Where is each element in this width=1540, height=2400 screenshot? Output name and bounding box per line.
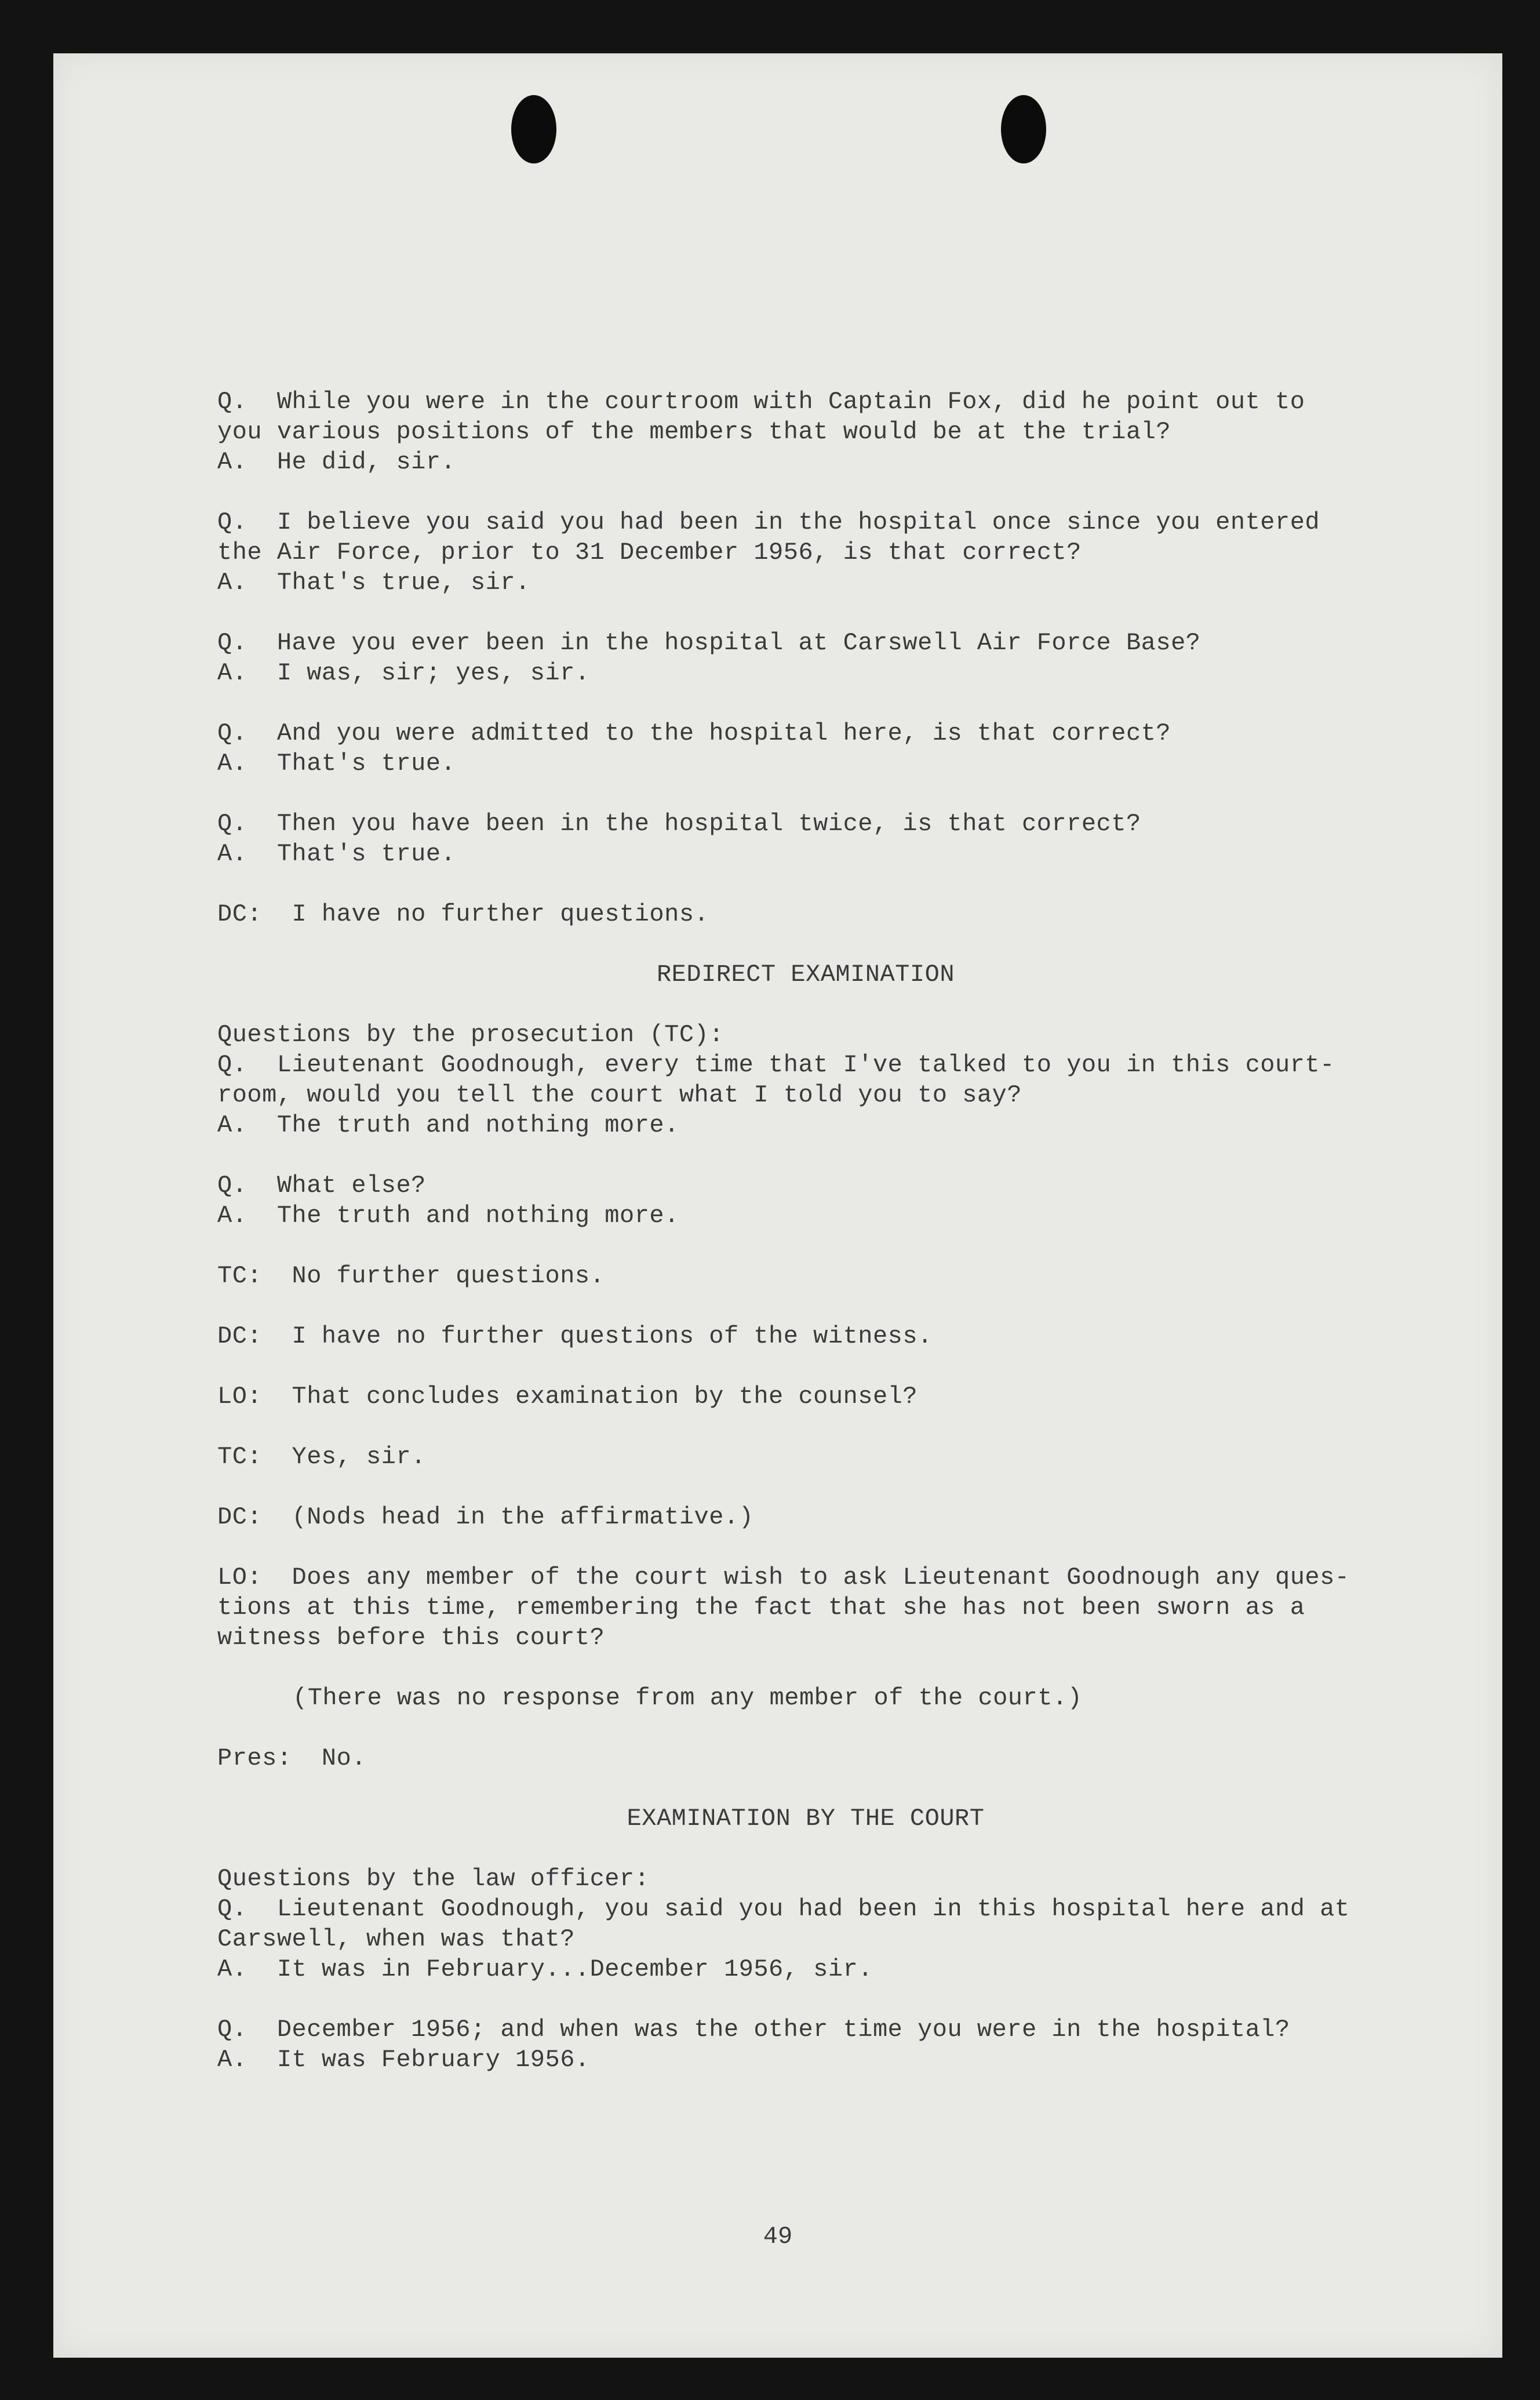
text-line: A. He did, sir. bbox=[217, 448, 456, 476]
punch-hole-right bbox=[1001, 95, 1046, 163]
text-line: Carswell, when was that? bbox=[217, 1925, 575, 1953]
document-page bbox=[53, 53, 1502, 2358]
text-line: Q. December 1956; and when was the other time you were in the hospital? bbox=[217, 2016, 1290, 2043]
text-line: LO: That concludes examination by the counsel? bbox=[217, 1383, 918, 1410]
text-line: the Air Force, prior to 31 December 1956, is that correct? bbox=[217, 539, 1082, 566]
text-line: A. That's true, sir. bbox=[217, 569, 530, 597]
text-line: Q. And you were admitted to the hospital here, is that correct? bbox=[217, 719, 1171, 747]
text-line: tions at this time, remembering the fact that she has not been sworn as a bbox=[217, 1594, 1305, 1621]
text-line: room, would you tell the court what I told you to say? bbox=[217, 1081, 1022, 1109]
text-line: DC: I have no further questions of the witness. bbox=[217, 1322, 933, 1350]
text-line: LO: Does any member of the court wish to ask Lieutenant Goodnough any ques- bbox=[217, 1563, 1350, 1591]
text-line: TC: Yes, sir. bbox=[217, 1443, 426, 1471]
text-line: A. That's true. bbox=[217, 750, 456, 777]
text-line: you various positions of the members that would be at the trial? bbox=[217, 418, 1171, 446]
page-number: 49 bbox=[763, 2223, 793, 2250]
text-line: witness before this court? bbox=[217, 1624, 605, 1652]
text-line: DC: (Nods head in the affirmative.) bbox=[217, 1503, 754, 1531]
text-line: Questions by the law officer: bbox=[217, 1865, 650, 1893]
section-heading-redirect: REDIRECT EXAMINATION bbox=[656, 961, 955, 988]
text-line: A. That's true. bbox=[217, 840, 456, 868]
text-line: DC: I have no further questions. bbox=[217, 900, 709, 928]
section-heading-court: EXAMINATION BY THE COURT bbox=[627, 1805, 985, 1832]
text-line: A. I was, sir; yes, sir. bbox=[217, 659, 590, 687]
transcript-body bbox=[217, 387, 1394, 2075]
text-line: Q. Then you have been in the hospital twice, is that correct? bbox=[217, 810, 1141, 838]
text-line: A. The truth and nothing more. bbox=[217, 1202, 679, 1230]
text-line-indented: (There was no response from any member of the court.) bbox=[293, 1684, 1083, 1712]
text-line: Questions by the prosecution (TC): bbox=[217, 1021, 724, 1049]
text-line: A. The truth and nothing more. bbox=[217, 1111, 679, 1139]
text-line: Q. Lieutenant Goodnough, you said you had been in this hospital here and at bbox=[217, 1895, 1350, 1923]
text-line: A. It was in February...December 1956, sir. bbox=[217, 1955, 873, 1983]
punch-hole-left bbox=[511, 95, 556, 163]
text-line: TC: No further questions. bbox=[217, 1262, 605, 1290]
text-line: Q. I believe you said you had been in the hospital once since you entered bbox=[217, 508, 1320, 536]
text-line: A. It was February 1956. bbox=[217, 2046, 590, 2074]
text-line: Q. Have you ever been in the hospital at Carswell Air Force Base? bbox=[217, 629, 1201, 657]
text-line: Q. Lieutenant Goodnough, every time that I've talked to you in this court- bbox=[217, 1051, 1335, 1079]
text-line: Pres: No. bbox=[217, 1744, 367, 1772]
text-line: Q. While you were in the courtroom with Captain Fox, did he point out to bbox=[217, 388, 1305, 416]
text-line: Q. What else? bbox=[217, 1172, 426, 1199]
